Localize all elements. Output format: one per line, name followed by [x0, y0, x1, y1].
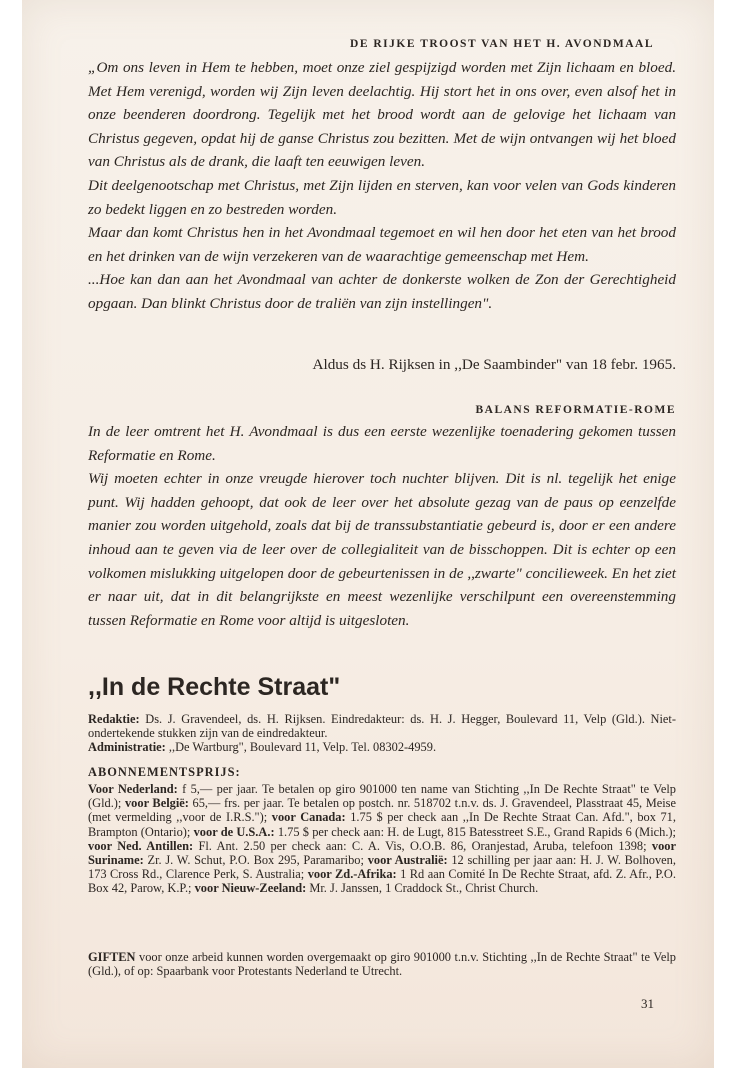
quote-paragraph: Maar dan komt Christus hen in het Avondmaal tegemoet en wil hen door het eten van het brood en het drinken van de wijn verzekeren van de waarachtige gemeenschap met Hem. — [88, 224, 676, 265]
quote-block — [88, 56, 676, 316]
sub-label: voor Australië: — [367, 853, 448, 868]
sub-label: voor België: — [124, 796, 189, 811]
quote-paragraph: Dit deelgenootschap met Christus, met Zijn lijden en sterven, kan voor velen van Gods kinderen zo bedekt liggen en zo bestreden worden. — [88, 176, 676, 218]
sub-text: f 5,— per jaar. Te betalen op giro 901000 ten name van Stichting ,,In De Rechte Straat" te Velp (Gld.); — [88, 782, 676, 811]
sub-text: 65,— frs. per jaar. Te betalen op postch. nr. 518702 t.n.v. ds. J. Gravendeel, Plasstraat 45, Meise (met vermelding ,,voor de I.R.S."); — [88, 796, 676, 825]
sub-label: voor de U.S.A.: — [193, 824, 275, 839]
sub-text: 12 schilling per jaar aan: H. J. W. Bolhoven, 173 Cross Rd., Clarence Perk, S. Australia; — [88, 853, 676, 882]
administratie-label: Administratie: — [88, 740, 166, 755]
redaktie-label: Redaktie: — [88, 712, 140, 726]
sub-label: Voor Nederland: — [88, 782, 178, 796]
gifts-label: GIFTEN — [88, 950, 136, 964]
sub-label: voor Ned. Antillen: — [88, 838, 194, 853]
running-head: DE RIJKE TROOST VAN HET H. AVONDMAAL — [350, 38, 654, 50]
sub-label: voor Zd.-Afrika: — [307, 867, 397, 882]
page-number: 31 — [641, 996, 654, 1011]
sub-text: Fl. Ant. 2.50 per check aan: C. A. Vis, O.O.B. 86, Oranjestad, Aruba, telefoon 1398; — [198, 838, 647, 853]
masthead-info — [88, 712, 676, 755]
sub-label: voor Nieuw-Zeeland: — [194, 881, 307, 896]
sub-label: voor Suriname: — [88, 838, 676, 868]
sub-text: 1.75 $ per check aan: H. de Lugt, 815 Batesstreet S.E., Grand Rapids 6 (Mich.); — [277, 824, 676, 839]
section-body — [88, 420, 676, 632]
redaktie-line — [88, 712, 676, 740]
quote-paragraph: „Om ons leven in Hem te hebben, moet onze ziel gespijzigd worden met Zijn lichaam en bloed. Met Hem verenigd, worden wij Zijn leven deelachtig. Hij stort het in ons over, even alsof het in onze beenderen doordrong. Tegelijk met het brood wordt aan de gelovige het lichaam van Christus gegeven, opdat hij de ganse Christus zou bezitten. Met de wijn ontvangen wij het bloed van Christus als de drank, die laaft ten eeuwigen leven. — [88, 59, 676, 171]
page — [22, 0, 714, 1068]
masthead-title: ,,In de Rechte Straat" — [88, 673, 341, 701]
gifts-text: voor onze arbeid kunnen worden overgemaakt op giro 901000 t.n.v. Stichting ,,In de Rechte Straat" te Velp (Gld.), of op: Spaarbank voor Protestants Nederland te Utrecht. — [88, 950, 676, 979]
quote-attribution: Aldus ds H. Rijksen in ,,De Saambinder" van 18 febr. 1965. — [312, 356, 676, 373]
sub-text: 1.75 $ per check aan ,,In De Rechte Straat Can. Afd.", box 71, Brampton (Ontario); — [88, 810, 676, 839]
administratie-line — [88, 740, 676, 754]
subscriptions-body — [88, 782, 676, 896]
sub-text: Zr. J. W. Schut, P.O. Box 295, Paramaribo; — [147, 853, 364, 868]
section-paragraph: Wij moeten echter in onze vreugde hierover toch nuchter blijven. Dit is nl. tegelijk het enige punt. Wij hadden gehoopt, dat ook de leer over het absolute gezag van de paus op eenzelfde manier zou worden uitgehold, zoals dat bij de transsubstantiatie gebeurd is, door er een andere inhoud aan te geven via de leer over de collegialiteit van de bisschoppen. Dit is echter op een volkomen mislukking uitgelopen door de gebeurtenissen in de ,,zwarte" concilieweek. En het ziet er naar uit, dat in dit belangrijkste en meest wezenlijke verschilpunt een overeenstemming tussen Reformatie en Rome voor altijd is uitgesloten. — [88, 470, 676, 629]
gifts-block — [88, 950, 676, 978]
administratie-text: ,,De Wartburg", Boulevard 11, Velp. Tel. 08302-4959. — [168, 740, 437, 755]
sub-text: Mr. J. Janssen, 1 Craddock St., Christ Church. — [309, 881, 539, 896]
section-paragraph: In de leer omtrent het H. Avondmaal is dus een eerste wezenlijke toenadering gekomen tussen Reformatie en Rome. — [88, 423, 676, 464]
quote-paragraph: ...Hoe kan dan aan het Avondmaal van achter de donkerste wolken de Zon der Gerechtigheid opgaan. Dan blinkt Christus door de traliën van zijn instellingen". — [88, 271, 676, 312]
redaktie-text: Ds. J. Gravendeel, ds. H. Rijksen. Eindredakteur: ds. H. J. Hegger, Boulevard 11, Velp (Gld.). Niet-ondertekende stukken zijn van de eindredakteur. — [88, 712, 676, 741]
subscriptions-heading: ABONNEMENTSPRIJS: — [88, 765, 241, 779]
sub-text: 1 Rd aan Comité In De Rechte Straat, afd. Z. Afr., P.O. Box 42, Parow, K.P.; — [88, 867, 676, 896]
sub-label: voor Canada: — [271, 810, 346, 825]
section-heading: BALANS REFORMATIE-ROME — [475, 404, 676, 416]
